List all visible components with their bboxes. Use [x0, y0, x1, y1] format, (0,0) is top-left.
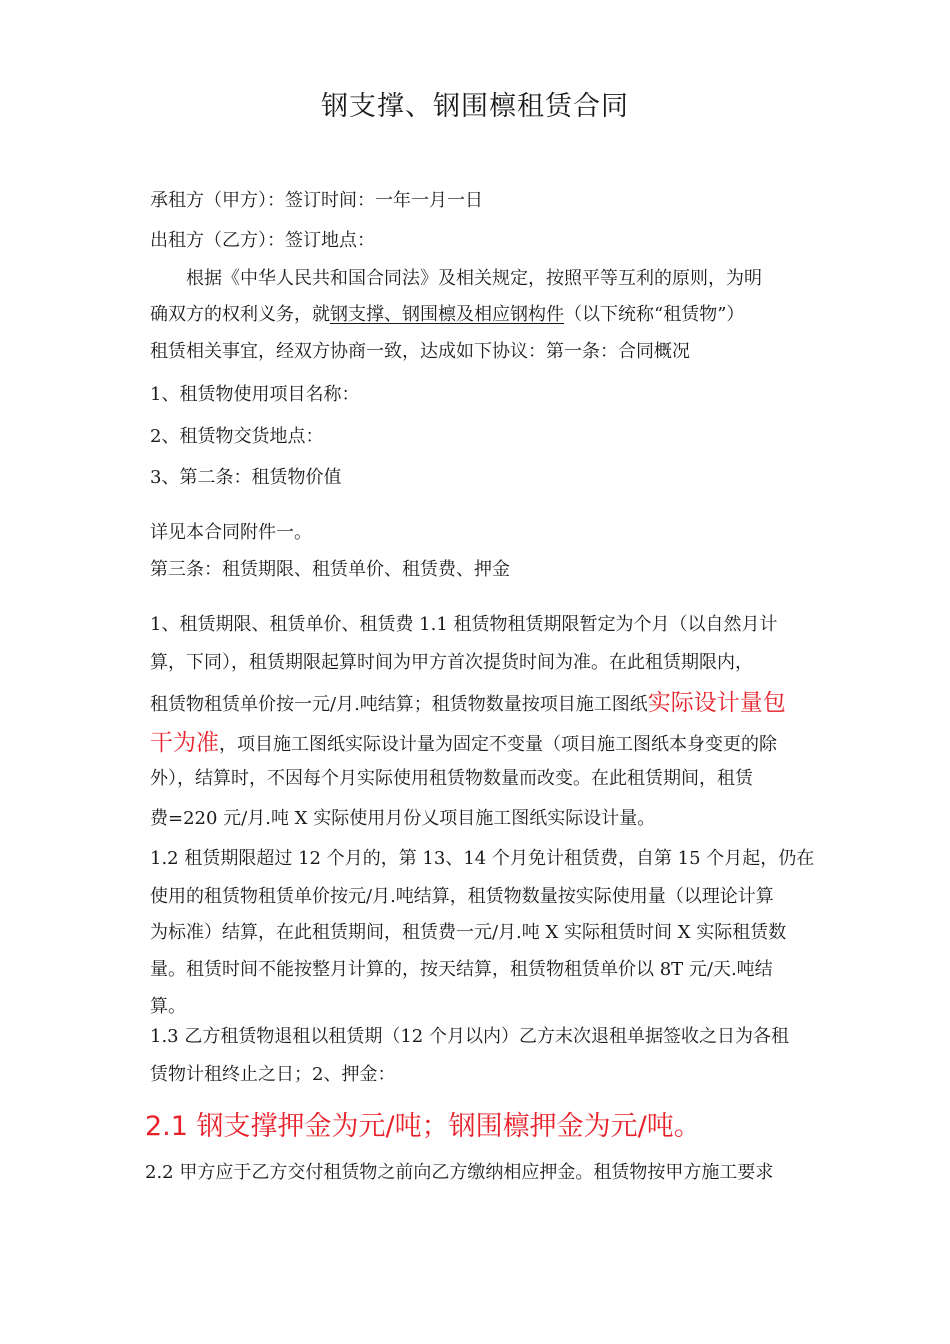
clause-2-1-deposit: 2.1 钢支撑押金为元/吨；钢围檩押金为元/吨。 [145, 1111, 701, 1142]
clause-1-1-line-4-after: ，项目施工图纸实际设计量为固定不变量（项目施工图纸本身变更的除 [219, 734, 777, 755]
clause-1-1-line-3-before: 租赁物租赁单价按一元/月.吨结算；租赁物数量按项目施工图纸 [150, 694, 648, 715]
lessee-line: 承租方（甲方）：签订时间：一年一月一日 [150, 190, 483, 211]
clause-1-1-line-6: 费=220 元/月.吨 X 实际使用月份乂项目施工图纸实际设计量。 [150, 808, 656, 829]
clause-1-1-line-4 [150, 724, 777, 757]
clause-1-2-line-3: 为标准）结算，在此租赁期间，租赁费一元/月.吨 X 实际租赁时间 X 实际租赁数 [150, 922, 787, 943]
intro-line-3: 租赁相关事宜，经双方协商一致，达成如下协议：第一条：合同概况 [150, 341, 690, 362]
contract-title: 钢支撑、钢围檩租赁合同 [321, 91, 629, 122]
clause-1-3-line-1: 1.3 乙方租赁物退租以租赁期（12 个月以内）乙方末次退租单据签收之日为各租 [150, 1026, 789, 1047]
lessor-line: 出租方（乙方）：签订地点： [150, 230, 375, 251]
clause-1-1-line-1: 1、租赁期限、租赁单价、租赁费 1.1 租赁物租赁期限暂定为个月（以自然月计 [150, 614, 778, 635]
clause-1-2-line-4: 量。租赁时间不能按整月计算的，按天结算，租赁物租赁单价以 8T 元/天.吨结 [150, 959, 773, 980]
clause-1-2-line-5: 算。 [150, 996, 186, 1017]
article2-detail: 详见本合同附件一。 [150, 522, 312, 543]
clause-1-1-line-5: 外），结算时，不因每个月实际使用租赁物数量而改变。在此租赁期间，租赁 [150, 768, 753, 789]
highlight-design-quantity: 实际设计量包 [647, 690, 786, 716]
article1-item2: 2、租赁物交货地点： [150, 426, 324, 447]
highlight-fixed-basis: 干为准 [150, 730, 219, 756]
intro-line-2-before: 确双方的权利义务，就 [150, 304, 330, 325]
article1-item1: 1、租赁物使用项目名称： [150, 384, 360, 405]
clause-1-3-line-2: 赁物计租终止之日；2、押金： [150, 1064, 396, 1085]
clause-1-1-line-2: 算，下同），租赁期限起算时间为甲方首次提货时间为准。在此租赁期限内， [150, 652, 753, 673]
clause-1-1-line-3 [150, 684, 786, 717]
intro-line-2 [150, 300, 744, 326]
clause-2-2-line-1: 2.2 甲方应于乙方交付租赁物之前向乙方缴纳相应押金。租赁物按甲方施工要求 [145, 1162, 774, 1183]
article3-title: 第三条：租赁期限、租赁单价、租赁费、押金 [150, 559, 510, 580]
clause-1-2-line-2: 使用的租赁物租赁单价按元/月.吨结算，租赁物数量按实际使用量（以理论计算 [150, 886, 774, 907]
intro-line-1: 根据《中华人民共和国合同法》及相关规定，按照平等互利的原则，为明 [186, 268, 762, 289]
rental-items-underlined: 钢支撑、钢围檩及相应钢构件 [330, 304, 564, 325]
clause-1-2-line-1: 1.2 租赁期限超过 12 个月的，第 13、14 个月免计租赁费，自第 15 个月起，仍在 [150, 848, 815, 869]
article1-item3: 3、第二条：租赁物价值 [150, 467, 342, 488]
intro-line-2-after: （以下统称“租赁物”） [564, 304, 745, 325]
